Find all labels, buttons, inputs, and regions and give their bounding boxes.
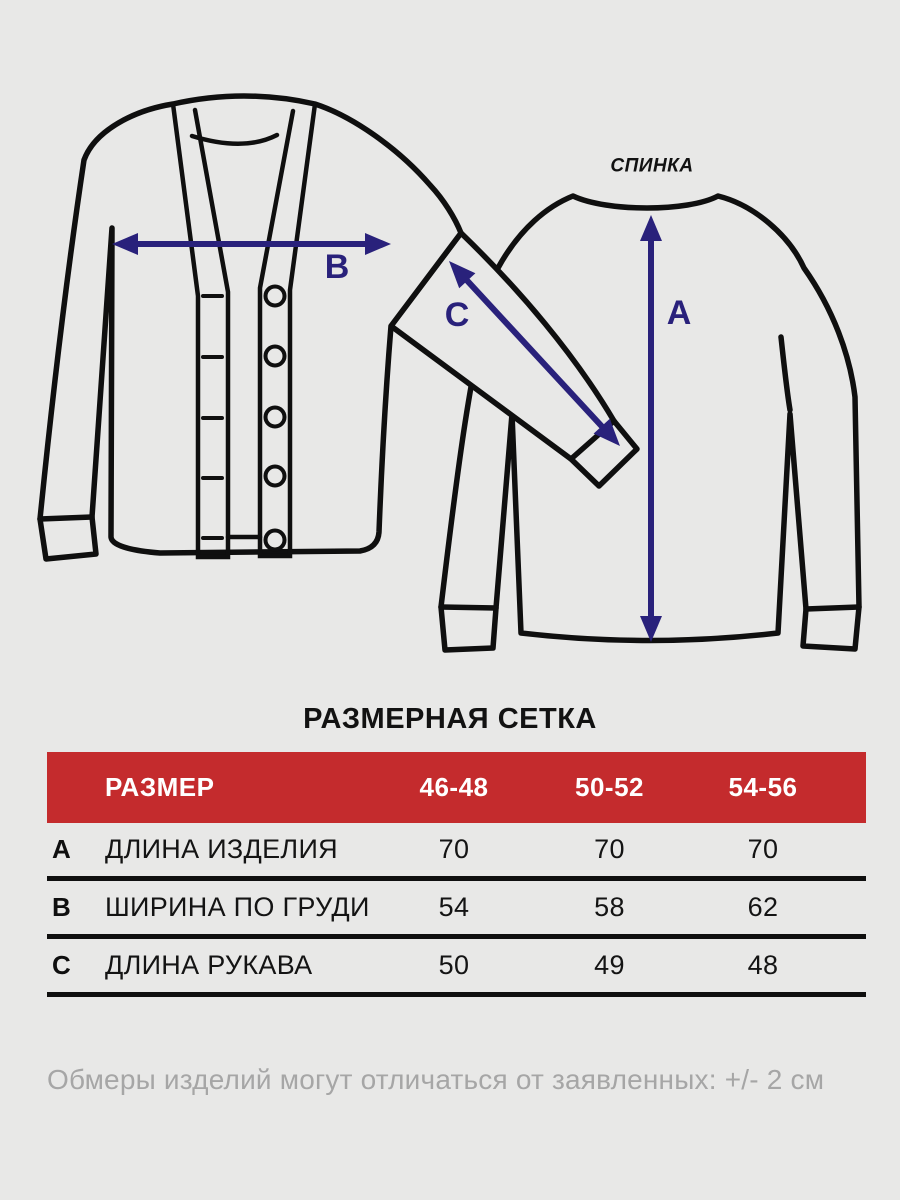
table-row-sleeve-length <box>47 939 866 997</box>
row-value: 58 <box>594 892 625 922</box>
arrow-label-c: C <box>444 296 470 334</box>
back-view-label: СПИНКА <box>610 155 694 177</box>
row-value: 70 <box>438 834 470 864</box>
row-name: ШИРИНА ПО ГРУДИ <box>105 892 370 922</box>
size-table-title: РАЗМЕРНАЯ СЕТКА <box>303 703 597 735</box>
header-size-50-52: 50-52 <box>575 772 644 802</box>
row-name: ДЛИНА РУКАВА <box>105 950 313 980</box>
table-row-chest-width <box>47 881 866 939</box>
arrow-label-a: A <box>666 294 692 332</box>
header-size-label: РАЗМЕР <box>105 772 215 802</box>
row-value: 70 <box>747 834 779 864</box>
size-table <box>47 752 866 997</box>
row-name: ДЛИНА ИЗДЕЛИЯ <box>105 834 338 864</box>
row-value: 54 <box>438 892 470 922</box>
size-table-header <box>47 752 866 823</box>
row-value: 62 <box>747 892 779 922</box>
row-letter: B <box>52 892 72 922</box>
row-value: 50 <box>438 950 470 980</box>
header-size-54-56: 54-56 <box>728 772 798 802</box>
arrow-label-b: B <box>324 248 350 286</box>
row-value: 49 <box>594 950 625 980</box>
row-value: 48 <box>747 950 779 980</box>
row-value: 70 <box>594 834 625 864</box>
row-letter: C <box>52 950 72 980</box>
row-letter: A <box>52 834 72 864</box>
tolerance-note: Обмеры изделий могут отличаться от заявленных: +/- 2 см <box>47 1064 825 1095</box>
table-row-length <box>47 823 866 881</box>
header-size-46-48: 46-48 <box>419 772 489 802</box>
